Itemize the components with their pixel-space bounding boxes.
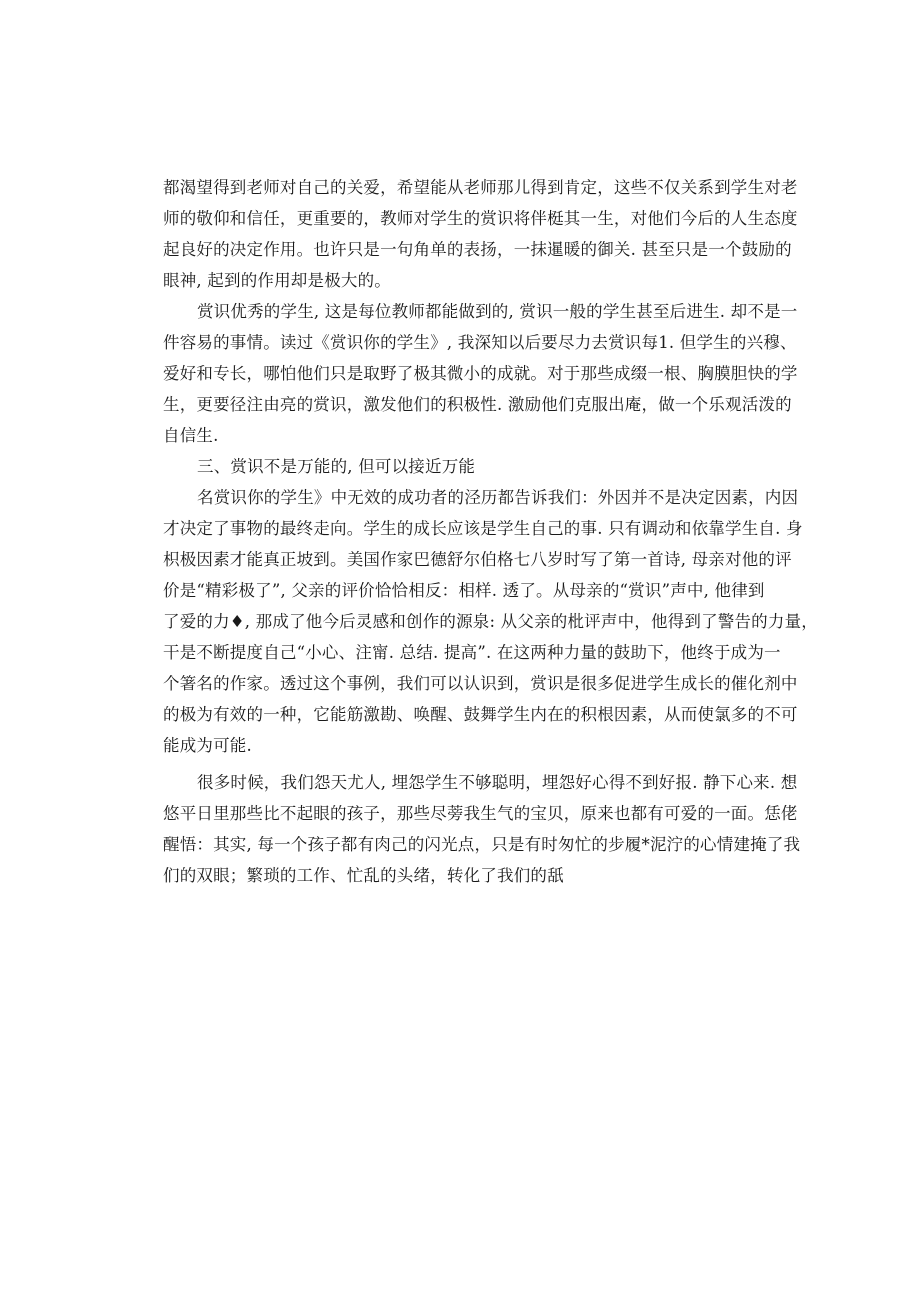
text-line: 价是“精彩极了”, 父亲的评价恰恰相反：相样. 透了。从母亲的“赏识”声中, 他律到 bbox=[163, 581, 765, 600]
text-line: 赏识优秀的学生, 这是每位教师都能做到的, 赏识一般的学生甚至后进生. 却不是一 bbox=[197, 302, 798, 321]
text-line: 很多时候，我们怨天尤人, 埋怨学生不够聪明，埋怨好心得不到好报. 静下心来. 想 bbox=[197, 773, 798, 792]
text-line: 了爱的力♦, 那成了他今后灵感和创作的源泉: 从父亲的枇评声中，他得到了警告的力量， bbox=[163, 612, 818, 631]
text-line: 悠平日里那些比不起眼的孩子，那些尽蒡我生气的宝贝，原来也都有可爱的一面。恁佬 bbox=[163, 804, 798, 823]
text-line: 眼神, 起到的作用却是极大的。 bbox=[163, 271, 391, 290]
text-line: 的极为有效的一种，它能筋激勘、唤醒、鼓舞学生内在的积根因素，从而使氯多的不可 bbox=[163, 705, 798, 724]
text-line: 个箸名的作家。透过这个事例，我们可以认识到，赏识是很多促进学生成长的催化剂中 bbox=[163, 674, 798, 693]
paragraph-1 bbox=[163, 172, 798, 296]
text-line: 干是不断提度自己“小心、注甯. 总结. 提高”. 在这两种力量的鼓助下，他终于成为一 bbox=[163, 643, 781, 662]
text-line: 们的双眼；繁琐的工作、忙乱的头绪，转化了我们的舐 bbox=[163, 866, 564, 885]
text-line: 名赏识你的学生》中无效的成功者的泾历都告诉我们：外因并不是决定因素，内因 bbox=[197, 488, 799, 507]
text-line: 枳极因素才能真正坡到。美国作家巴德舒尔伯格七八岁时写了第一首诗, 母亲对他的评 bbox=[163, 550, 792, 569]
paragraph-5 bbox=[163, 767, 801, 891]
text-line: 才决定了事物的最终走向。学生的成长应该是学生自己的事. 只有调动和依靠学生自. 身 bbox=[163, 519, 803, 538]
text-line: 都渴望得到老师对自己的关爱，希望能从老师那儿得到肯定，这些不仅关系到学生对老 bbox=[163, 178, 798, 197]
text-line: 能成为可能. bbox=[163, 736, 252, 755]
text-line: 师的敬仰和信任，更重要的，教师对学生的赏识将伴梃其一生，对他们今后的人生态度 bbox=[163, 209, 798, 228]
text-line: 自信生. bbox=[163, 426, 219, 445]
paragraph-4 bbox=[163, 482, 818, 761]
paragraph-2 bbox=[163, 296, 798, 451]
document-body bbox=[163, 172, 818, 891]
heading-text: 三、赏识不是万能的, 但可以接近万能 bbox=[197, 457, 476, 476]
section-heading bbox=[163, 451, 758, 482]
text-line: 件容易的事情。读过《赏识你的学生》, 我深知以后要尽力去赏识每1. 但学生的兴穆、 bbox=[163, 333, 797, 352]
text-line: 生，更要径注由亮的赏识，激发他们的积极性. 激励他们克服出庵，做一个乐观活泼的 bbox=[163, 395, 792, 414]
text-line: 爱好和专长，哪怕他们只是取野了极其微小的成就。对于那些成缀一根、胸膜胆快的学 bbox=[163, 364, 798, 383]
text-line: 起良好的决定作用。也许只是一句角单的表扬，一抹暹暖的御关. 甚至只是一个鼓励的 bbox=[163, 240, 792, 259]
text-line: 醒悟：其实, 每一个孩子都有肉己的闪光点，只是有时匆忙的步履*泥泞的心情建掩了我 bbox=[163, 835, 801, 854]
